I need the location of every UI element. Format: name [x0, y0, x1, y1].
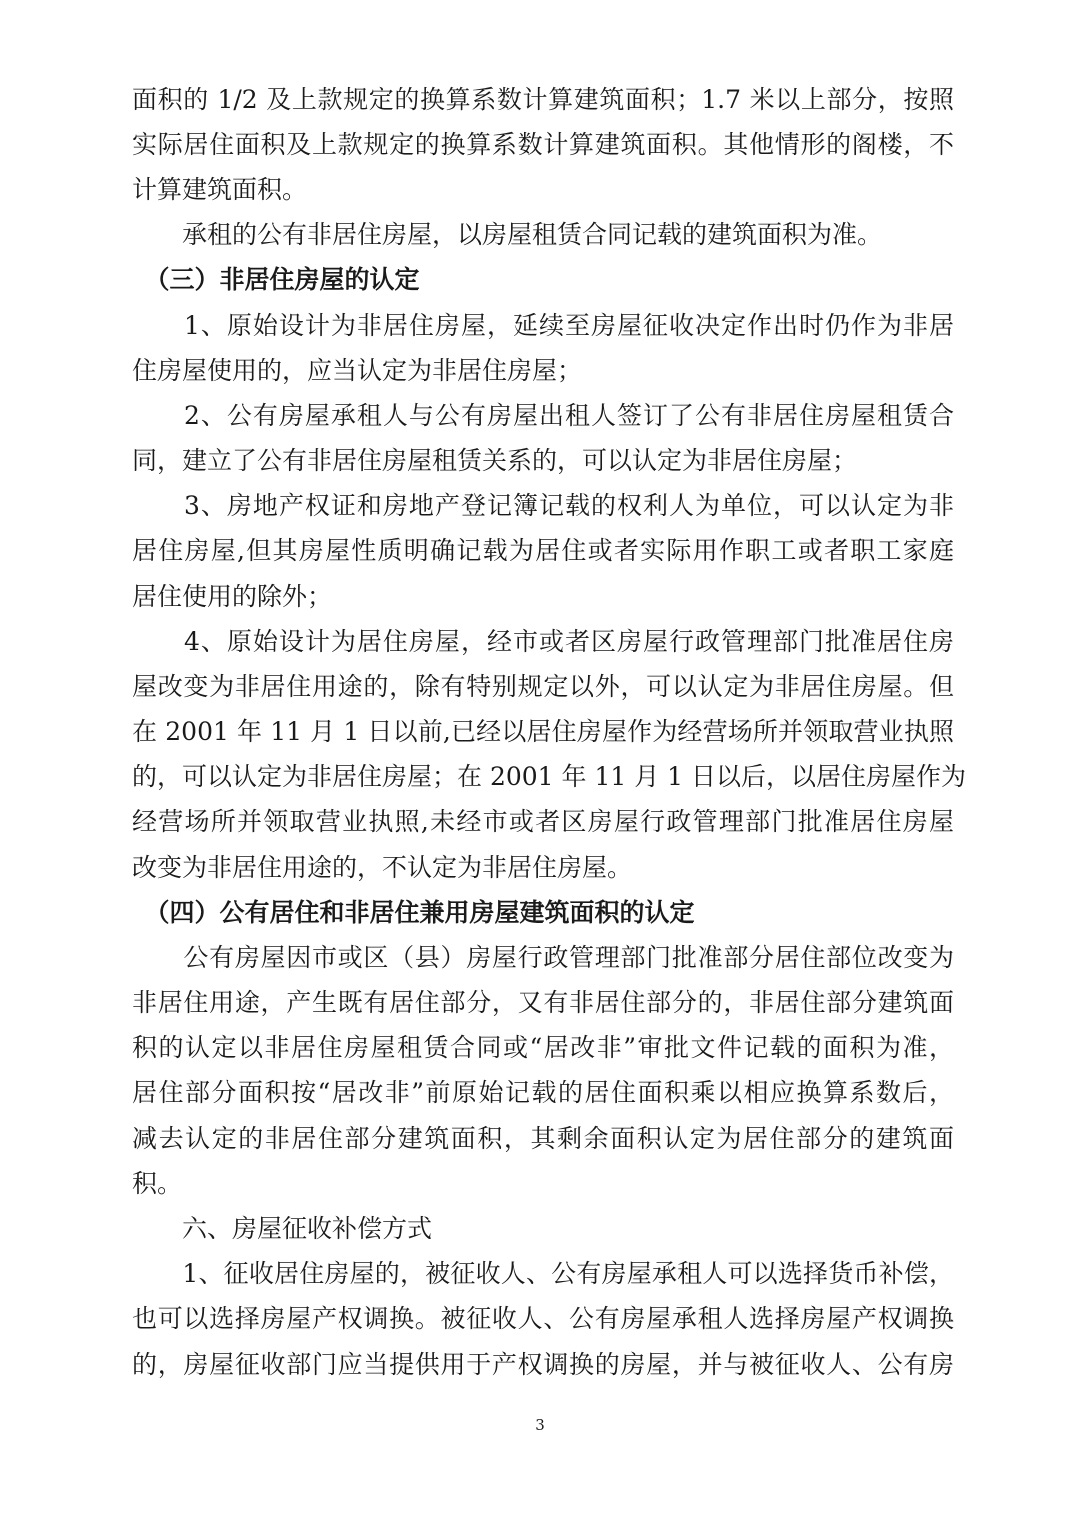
- text-line: 在 2001 年 11 月 1 日以前,已经以居住房屋作为经营场所并领取营业执照: [132, 717, 954, 746]
- text-line: 积的认定以非居住房屋租赁合同或“居改非”审批文件记载的面积为准，: [132, 1033, 954, 1062]
- page-number: 3: [535, 1416, 545, 1434]
- text-line: 1、征收居住房屋的，被征收人、公有房屋承租人可以选择货币补偿，: [132, 1259, 954, 1288]
- section-heading: （三）非居住房屋的认定: [132, 265, 420, 294]
- text-line: 居住房屋,但其房屋性质明确记载为居住或者实际用作职工或者职工家庭: [132, 536, 954, 565]
- text-line: 也可以选择房屋产权调换。被征收人、公有房屋承租人选择房屋产权调换: [132, 1304, 954, 1333]
- text-line: 同，建立了公有非居住房屋租赁关系的，可以认定为非居住房屋；: [132, 446, 858, 475]
- text-line: 公有房屋因市或区（县）房屋行政管理部门批准部分居住部位改变为: [132, 943, 954, 972]
- text-line: 住房屋使用的，应当认定为非居住房屋；: [132, 356, 583, 385]
- text-line: 的，可以认定为非居住房屋；在 2001 年 11 月 1 日以后，以居住房屋作为: [132, 762, 967, 791]
- section-heading: 六、房屋征收补偿方式: [132, 1214, 433, 1243]
- text-line: 改变为非居住用途的，不认定为非居住房屋。: [132, 853, 633, 882]
- text-line: 的，房屋征收部门应当提供用于产权调换的房屋，并与被征收人、公有房: [132, 1350, 954, 1379]
- text-line: 实际居住面积及上款规定的换算系数计算建筑面积。其他情形的阁楼，不: [132, 130, 954, 159]
- text-line: 承租的公有非居住房屋，以房屋租赁合同记载的建筑面积为准。: [132, 220, 883, 249]
- text-line: 减去认定的非居住部分建筑面积，其剩余面积认定为居住部分的建筑面: [132, 1124, 954, 1153]
- text-line: 2、公有房屋承租人与公有房屋出租人签订了公有非居住房屋租赁合: [132, 401, 954, 430]
- text-line: 经营场所并领取营业执照,未经市或者区房屋行政管理部门批准居住房屋: [132, 807, 954, 836]
- text-line: 1、原始设计为非居住房屋，延续至房屋征收决定作出时仍作为非居: [132, 311, 954, 340]
- text-line: 面积的 1/2 及上款规定的换算系数计算建筑面积；1.7 米以上部分，按照: [132, 85, 954, 114]
- text-line: 居住部分面积按“居改非”前原始记载的居住面积乘以相应换算系数后，: [132, 1078, 954, 1107]
- text-line: 非居住用途，产生既有居住部分，又有非居住部分的，非居住部分建筑面: [132, 988, 954, 1017]
- text-line: 计算建筑面积。: [132, 175, 308, 204]
- section-heading: （四）公有居住和非居住兼用房屋建筑面积的认定: [132, 898, 695, 927]
- text-line: 居住使用的除外；: [132, 582, 333, 611]
- text-line: 3、房地产权证和房地产登记簿记载的权利人为单位，可以认定为非: [132, 491, 954, 520]
- text-line: 积。: [132, 1169, 183, 1198]
- text-line: 4、原始设计为居住房屋，经市或者区房屋行政管理部门批准居住房: [132, 627, 954, 656]
- text-line: 屋改变为非居住用途的，除有特别规定以外，可以认定为非居住房屋。但: [132, 672, 954, 701]
